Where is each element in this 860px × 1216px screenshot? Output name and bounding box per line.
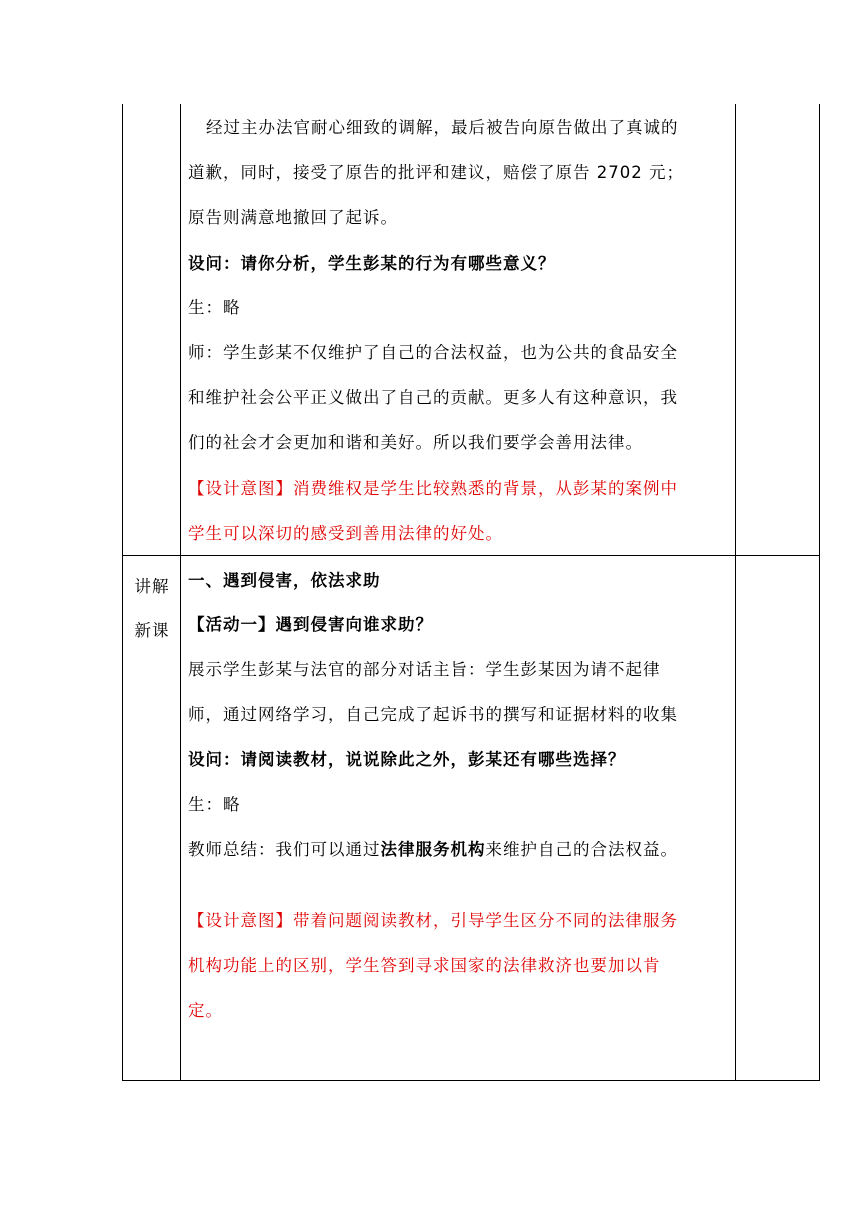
teacher-paragraph-line: 们的社会才会更加和谐和美好。所以我们要学会善用法律。 [188, 433, 643, 452]
row2-student-answer: 生：略 [188, 795, 241, 814]
table-bottom-border [122, 1080, 820, 1081]
table-left-border [122, 104, 123, 1081]
case-paragraph-line: 经过主办法官耐心细致的调解，最后被告向原告做出了真诚的 [206, 118, 679, 137]
row1-student-answer: 生：略 [188, 298, 241, 317]
design-intent-line: 定。 [188, 1001, 223, 1020]
table-row-divider [122, 555, 820, 556]
table-label-divider [180, 104, 181, 1081]
show-paragraph-line: 师，通过网络学习，自己完成了起诉书的撰写和证据材料的收集 [188, 705, 678, 724]
row-label-line: 新课 [134, 621, 170, 640]
row-label-line: 讲解 [134, 577, 170, 596]
table-content-divider [735, 104, 736, 1081]
case-paragraph-line: 原告则满意地撤回了起诉。 [188, 208, 398, 227]
summary-keyword: 法律服务机构 [380, 840, 486, 859]
activity-title: 【活动一】遇到侵害向谁求助？ [188, 615, 433, 634]
summary-text: 教师总结：我们可以通过 [188, 840, 381, 859]
design-intent-line: 【设计意图】带着问题阅读教材，引导学生区分不同的法律服务 [188, 911, 678, 930]
row2-question: 设问：请阅读教材，说说除此之外，彭某还有哪些选择？ [188, 750, 626, 769]
summary-text: 来维护自己的合法权益。 [485, 840, 678, 859]
teacher-paragraph-line: 和维护社会公平正义做出了自己的贡献。更多人有这种意识，我 [188, 388, 678, 407]
teacher-summary [188, 842, 678, 859]
design-intent-line: 机构功能上的区别，学生答到寻求国家的法律救济也要加以肯 [188, 956, 661, 975]
table-right-border [819, 104, 820, 1081]
case-paragraph-line: 道歉，同时，接受了原告的批评和建议，赔偿了原告 2702 元； [188, 163, 684, 182]
row1-question: 设问：请你分析，学生彭某的行为有哪些意义？ [188, 254, 556, 273]
design-intent-line: 学生可以深切的感受到善用法律的好处。 [188, 524, 503, 543]
section-heading: 一、遇到侵害，依法求助 [188, 571, 381, 590]
show-paragraph-line: 展示学生彭某与法官的部分对话主旨：学生彭某因为请不起律 [188, 660, 661, 679]
teacher-paragraph-line: 师：学生彭某不仅维护了自己的合法权益，也为公共的食品安全 [188, 343, 678, 362]
design-intent-line: 【设计意图】消费维权是学生比较熟悉的背景，从彭某的案例中 [188, 479, 678, 498]
